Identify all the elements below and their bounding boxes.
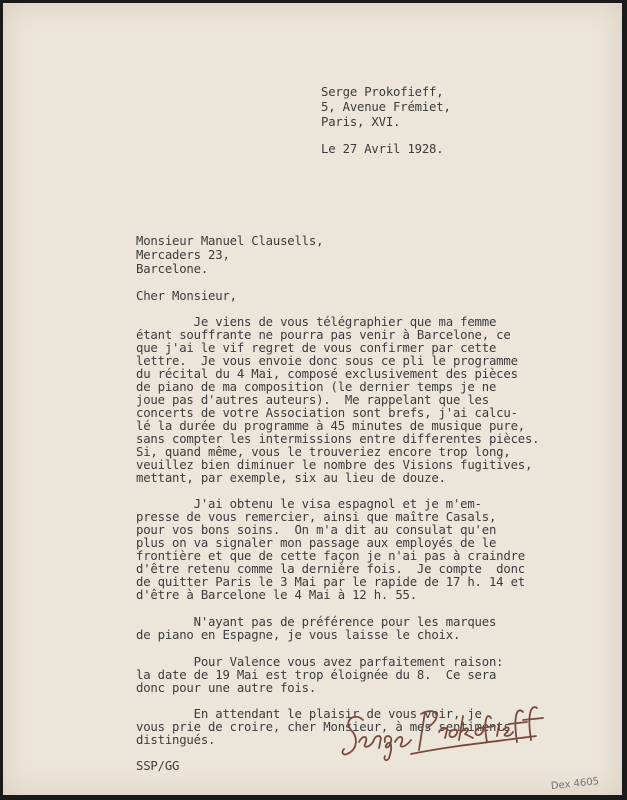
paragraph-line: Si, quand même, vous le trouveriez encore trop long, [136,445,511,459]
paragraph-1 [136,316,539,485]
paragraph-line: En attendant le plaisir de vous voir, je [136,707,482,721]
paragraph-line: lettre. Je vous envoie donc sous ce pli le programme [136,354,518,368]
paragraph-line: d'être à Barcelone le 4 Mai à 12 h. 55. [136,588,417,602]
paragraph-line: mettant, par exemple, six au lieu de douze. [136,471,446,485]
paragraph-2 [136,498,525,602]
paragraph-line: veuillez bien diminuer le nombre des Visions fugitives, [136,458,533,472]
paragraph-line: du récital du 4 Mai, composé exclusivement des pièces [136,367,518,381]
sender-street: 5, Avenue Frémiet, [321,100,451,114]
sender-city: Paris, XVI. [321,115,401,129]
recipient-street: Mercaders 23, [136,248,230,262]
paragraph-line: la date de 19 Mai est trop éloignée du 8. Ce sera [136,668,497,682]
paragraph-line: distingués. [136,733,216,747]
typist-initials: SSP/GG [136,759,180,773]
salutation: Cher Monsieur, [136,289,237,303]
signature [341,698,546,763]
paragraph-line: J'ai obtenu le visa espagnol et je m'em- [136,497,482,511]
letter-date: Le 27 Avril 1928. [321,142,444,156]
letter-page [3,3,622,795]
recipient-name: Monsieur Manuel Clausells, [136,234,324,248]
paragraph-line: pour vos bons soins. On m'a dit au consulat qu'en [136,523,497,537]
paragraph-line: d'être retenu comme la dernière fois. Je compte donc [136,562,525,576]
paragraph-line: lé la durée du programme à 45 minutes de musique pure, [136,419,525,433]
paragraph-line: presse de vous remercier, ainsi que maître Casals, [136,510,497,524]
paragraph-line: Pour Valence vous avez parfaitement raison: [136,655,504,669]
catalog-mark: Dex 4605 [550,776,600,793]
sender-name: Serge Prokofieff, [321,85,444,99]
paragraph-line: joue pas d'autres auteurs). Me rappelant que les [136,393,489,407]
paragraph-4 [136,656,503,695]
recipient-city: Barcelone. [136,262,209,276]
paragraph-line: sans compter les intermissions entre differentes pièces. [136,432,540,446]
paragraph-line: de quitter Paris le 3 Mai par le rapide de 17 h. 14 et [136,575,525,589]
paragraph-line: que j'ai le vif regret de vous confirmer par cette [136,341,497,355]
paragraph-line: plus on va signaler mon passage aux employés de le [136,536,497,550]
paragraph-line: donc pour une autre fois. [136,681,317,695]
paragraph-line: Je viens de vous télégraphier que ma femme [136,315,497,329]
paragraph-line: N'ayant pas de préférence pour les marques [136,615,497,629]
paragraph-line: frontière et que de cette façon je n'ai pas à craindre [136,549,525,563]
paragraph-line: de piano en Espagne, je vous laisse le choix. [136,628,461,642]
paragraph-line: étant souffrante ne pourra pas venir à Barcelone, ce [136,328,511,342]
paragraph-line: concerts de votre Association sont brefs, j'ai calcu- [136,406,518,420]
paragraph-line: de piano de ma composition (le dernier temps je ne [136,380,497,394]
paragraph-line: vous prie de croire, cher Monsieur, à mes sentiments [136,720,511,734]
paragraph-3 [136,616,496,642]
